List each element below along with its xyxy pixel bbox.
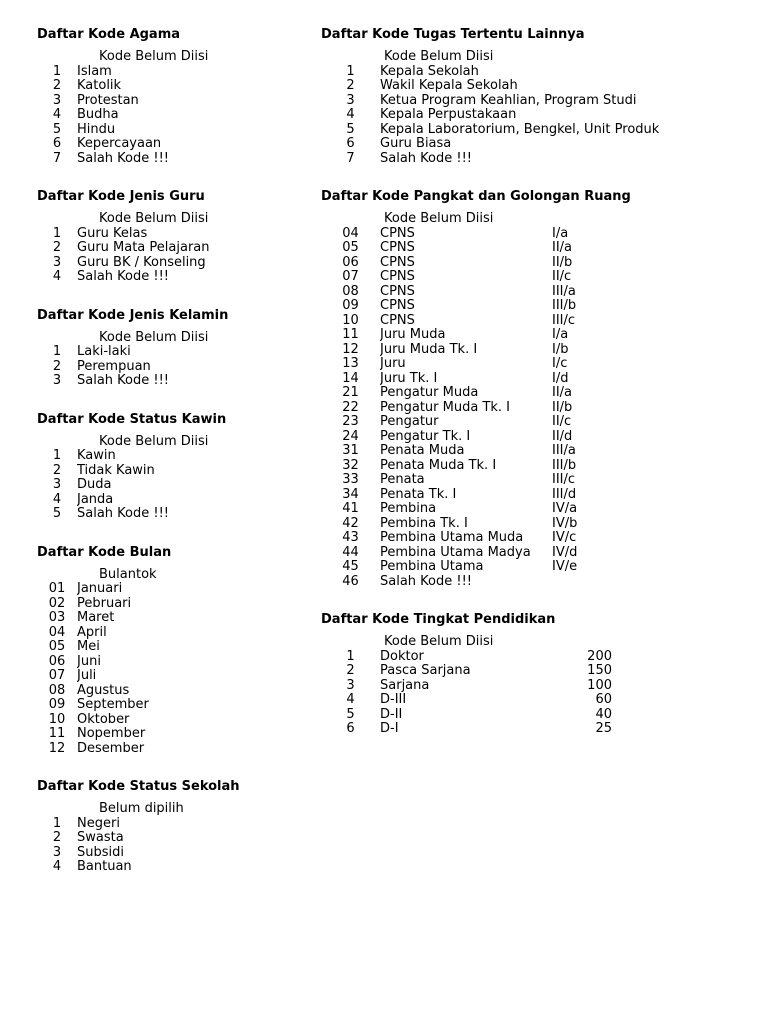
table-row xyxy=(37,374,307,389)
row-code: 1 xyxy=(52,448,62,463)
table-row xyxy=(321,328,681,343)
row-name: Oktober xyxy=(77,712,130,727)
row-code: 4 xyxy=(52,859,62,874)
row-code: 10 xyxy=(342,312,359,328)
row-name: Pembina Utama Muda xyxy=(380,531,524,545)
table-row xyxy=(37,611,307,626)
row-name: Duda xyxy=(77,478,112,492)
row-golongan: I/a xyxy=(552,225,569,241)
row-name: CPNS xyxy=(380,255,415,270)
table-row xyxy=(321,488,681,503)
row-code: 09 xyxy=(48,697,66,712)
row-golongan: I/a xyxy=(552,327,569,342)
row-name: D-III xyxy=(380,693,407,707)
row-golongan: II/c xyxy=(552,414,572,429)
row-name: Budha xyxy=(77,108,119,122)
row-name: Pasca Sarjana xyxy=(380,664,471,678)
row-code: 45 xyxy=(342,559,359,574)
table-row xyxy=(37,256,307,271)
row-name: Islam xyxy=(77,64,112,79)
row-value: 40 xyxy=(595,706,612,722)
row-name: Penata Muda xyxy=(380,444,465,458)
row-golongan: I/d xyxy=(552,370,569,386)
row-value: 60 xyxy=(595,692,612,707)
row-code: 05 xyxy=(342,240,359,255)
row-name: Katolik xyxy=(77,79,122,93)
row-code: 1 xyxy=(52,63,62,79)
row-name: Pengatur Tk. I xyxy=(380,429,471,444)
section-header: Belum dipilih xyxy=(99,801,184,816)
table-row xyxy=(321,343,681,358)
row-code: 5 xyxy=(52,506,62,521)
row-name: Guru Biasa xyxy=(380,137,452,151)
table-row xyxy=(321,372,681,387)
row-name: D-II xyxy=(380,707,403,722)
row-name: Desember xyxy=(77,741,145,756)
row-code: 12 xyxy=(48,740,66,756)
rows xyxy=(37,65,307,167)
row-name: Doktor xyxy=(380,649,424,664)
section-header: Kode Belum Diisi xyxy=(99,211,209,226)
row-name: Juru Muda xyxy=(380,328,446,342)
row-name: Salah Kode !!! xyxy=(77,374,170,388)
table-row xyxy=(321,560,681,575)
right-column xyxy=(321,22,681,755)
section-title: Daftar Kode Agama xyxy=(37,27,181,42)
table-row xyxy=(321,285,681,300)
row-golongan: I/c xyxy=(552,356,568,371)
row-name: Kepala Perpustakaan xyxy=(380,108,517,122)
row-name: Hindu xyxy=(77,122,116,137)
table-row xyxy=(321,430,681,445)
table-row xyxy=(321,65,681,80)
row-code: 32 xyxy=(342,457,359,473)
row-code: 08 xyxy=(342,283,359,299)
row-golongan: II/d xyxy=(552,428,573,444)
section-title: Daftar Kode Bulan xyxy=(37,544,172,560)
row-name: CPNS xyxy=(380,241,415,255)
row-code: 1 xyxy=(346,63,355,79)
table-row xyxy=(321,444,681,459)
row-name: Subsidi xyxy=(77,845,124,860)
table-row xyxy=(321,123,681,138)
row-code: 12 xyxy=(342,341,359,357)
table-row xyxy=(321,708,681,723)
section-agama xyxy=(37,22,307,166)
row-name: Juru Tk. I xyxy=(380,371,438,386)
row-code: 04 xyxy=(342,225,359,241)
table-row xyxy=(37,464,307,479)
row-code: 2 xyxy=(52,78,62,93)
table-row xyxy=(321,575,681,590)
table-row xyxy=(37,65,307,80)
row-code: 04 xyxy=(48,624,66,640)
table-row xyxy=(321,299,681,314)
table-row xyxy=(37,846,307,861)
row-code: 4 xyxy=(346,107,355,122)
rows xyxy=(321,227,681,590)
row-name: September xyxy=(77,698,149,712)
row-code: 08 xyxy=(48,682,66,698)
rows xyxy=(37,449,307,522)
row-value: 150 xyxy=(587,663,612,678)
row-name: Mei xyxy=(77,640,100,654)
row-golongan: III/c xyxy=(552,472,576,487)
row-name: Swasta xyxy=(77,831,124,845)
row-golongan: II/a xyxy=(552,385,573,400)
row-name: Kepala Laboratorium, Bengkel, Unit Produk xyxy=(380,122,660,137)
row-name: Maret xyxy=(77,611,115,625)
row-code: 07 xyxy=(48,668,66,683)
row-code: 3 xyxy=(346,92,355,108)
section-jenis-guru xyxy=(37,184,307,285)
row-name: Kepala Sekolah xyxy=(380,64,479,79)
row-name: Guru Mata Pelajaran xyxy=(77,241,210,255)
table-row xyxy=(37,94,307,109)
section-header: Kode Belum Diisi xyxy=(384,49,494,64)
row-name: Salah Kode !!! xyxy=(380,151,473,166)
table-row xyxy=(37,742,307,757)
row-code: 2 xyxy=(52,240,62,255)
row-code: 42 xyxy=(342,515,359,531)
rows xyxy=(37,227,307,285)
row-code: 02 xyxy=(48,595,66,611)
section-header: Bulantok xyxy=(99,566,157,582)
table-row xyxy=(321,502,681,517)
table-row xyxy=(321,546,681,561)
section-pendidikan xyxy=(321,607,681,737)
row-code: 3 xyxy=(52,254,62,270)
table-row xyxy=(321,473,681,488)
table-row xyxy=(321,531,681,546)
row-code: 41 xyxy=(342,501,359,516)
row-name: Pengatur Muda Tk. I xyxy=(380,400,511,415)
row-golongan: III/a xyxy=(552,283,576,299)
row-name: Kepercayaan xyxy=(77,137,162,151)
row-code: 2 xyxy=(346,663,355,678)
section-bulan xyxy=(37,540,307,757)
row-name: Bantuan xyxy=(77,860,132,874)
section-header: Kode Belum Diisi xyxy=(384,634,494,649)
row-name: Laki-laki xyxy=(77,345,131,359)
row-code: 6 xyxy=(346,721,355,736)
row-name: Juli xyxy=(77,669,97,683)
row-golongan: IV/d xyxy=(552,544,578,560)
row-name: Pembina Tk. I xyxy=(380,516,468,531)
table-row xyxy=(37,137,307,152)
table-row xyxy=(321,270,681,285)
row-code: 10 xyxy=(48,711,66,727)
row-name: Pebruari xyxy=(77,596,132,611)
row-code: 44 xyxy=(342,544,359,560)
row-name: Salah Kode !!! xyxy=(77,270,170,284)
row-name: Salah Kode !!! xyxy=(380,574,473,589)
row-code: 4 xyxy=(346,692,355,707)
section-title: Daftar Kode Tugas Tertentu Lainnya xyxy=(321,27,585,42)
rows xyxy=(321,650,681,737)
row-name: Juru Muda Tk. I xyxy=(380,342,478,357)
rows xyxy=(37,582,307,756)
row-golongan: III/c xyxy=(552,312,576,328)
table-row xyxy=(37,640,307,655)
row-golongan: I/b xyxy=(552,341,569,357)
row-code: 03 xyxy=(48,610,66,625)
row-name: Guru BK / Konseling xyxy=(77,255,206,270)
row-name: CPNS xyxy=(380,313,415,328)
row-golongan: III/a xyxy=(552,443,576,458)
table-row xyxy=(37,713,307,728)
row-golongan: IV/a xyxy=(552,501,578,516)
row-code: 4 xyxy=(52,269,62,284)
table-row xyxy=(37,698,307,713)
section-header: Kode Belum Diisi xyxy=(99,49,209,64)
row-code: 3 xyxy=(52,844,62,860)
section-pangkat xyxy=(321,184,681,589)
table-row xyxy=(37,860,307,875)
row-code: 05 xyxy=(48,639,66,654)
row-code: 13 xyxy=(342,356,359,371)
row-code: 3 xyxy=(346,677,355,693)
row-code: 06 xyxy=(48,653,66,669)
row-name: Negeri xyxy=(77,816,120,831)
row-name: CPNS xyxy=(380,299,415,313)
table-row xyxy=(321,94,681,109)
row-code: 09 xyxy=(342,298,359,313)
row-name: CPNS xyxy=(380,284,415,299)
row-name: Penata xyxy=(380,473,425,487)
table-row xyxy=(37,727,307,742)
section-jenis-kelamin xyxy=(37,303,307,389)
row-name: Pembina xyxy=(380,502,437,516)
table-row xyxy=(321,137,681,152)
table-row xyxy=(37,655,307,670)
table-row xyxy=(37,241,307,256)
row-code: 3 xyxy=(52,373,62,388)
row-code: 1 xyxy=(52,815,62,831)
row-code: 5 xyxy=(346,121,355,137)
row-code: 2 xyxy=(52,462,62,478)
row-name: Pembina Utama xyxy=(380,560,484,574)
row-code: 46 xyxy=(342,573,359,589)
section-header: Kode Belum Diisi xyxy=(99,329,209,345)
row-code: 2 xyxy=(346,78,355,93)
row-name: Pengatur Muda xyxy=(380,386,479,400)
row-value: 25 xyxy=(595,721,612,736)
row-golongan: II/c xyxy=(552,269,572,284)
table-row xyxy=(37,449,307,464)
row-name: D-I xyxy=(380,722,399,736)
row-code: 7 xyxy=(52,150,62,166)
row-code: 23 xyxy=(342,414,359,429)
table-row xyxy=(37,626,307,641)
section-title: Daftar Kode Pangkat dan Golongan Ruang xyxy=(321,189,631,204)
row-name: Januari xyxy=(77,582,123,596)
table-row xyxy=(321,108,681,123)
table-row xyxy=(321,459,681,474)
section-status-kawin xyxy=(37,407,307,522)
section-title: Daftar Kode Jenis Guru xyxy=(37,189,205,204)
row-code: 06 xyxy=(342,254,359,270)
row-code: 24 xyxy=(342,428,359,444)
table-row xyxy=(37,152,307,167)
row-golongan: II/b xyxy=(552,254,573,270)
row-code: 21 xyxy=(342,385,359,400)
row-name: Agustus xyxy=(77,683,130,698)
row-code: 33 xyxy=(342,472,359,487)
row-name: Sarjana xyxy=(380,678,430,693)
table-row xyxy=(37,345,307,360)
row-name: Penata Muda Tk. I xyxy=(380,458,497,473)
table-row xyxy=(37,123,307,138)
section-title: Daftar Kode Status Sekolah xyxy=(37,779,240,794)
table-row xyxy=(321,517,681,532)
table-row xyxy=(37,270,307,285)
row-name: Ketua Program Keahlian, Program Studi xyxy=(380,93,637,108)
table-row xyxy=(37,582,307,597)
row-code: 6 xyxy=(346,136,355,151)
row-code: 6 xyxy=(52,136,62,151)
row-golongan: IV/c xyxy=(552,530,577,545)
row-golongan: II/a xyxy=(552,240,573,255)
table-row xyxy=(37,831,307,846)
row-name: CPNS xyxy=(380,270,415,284)
table-row xyxy=(37,597,307,612)
row-name: Kawin xyxy=(77,449,116,463)
row-code: 22 xyxy=(342,399,359,415)
table-row xyxy=(37,478,307,493)
table-row xyxy=(321,241,681,256)
section-title: Daftar Kode Tingkat Pendidikan xyxy=(321,612,556,627)
row-name: Guru Kelas xyxy=(77,226,148,241)
row-name: Tidak Kawin xyxy=(77,463,155,478)
table-row xyxy=(37,507,307,522)
row-value: 200 xyxy=(587,648,612,664)
row-code: 1 xyxy=(52,225,62,241)
table-row xyxy=(37,108,307,123)
row-code: 01 xyxy=(48,581,66,596)
row-name: Pembina Utama Madya xyxy=(380,545,531,560)
row-golongan: III/d xyxy=(552,486,577,502)
row-name: Salah Kode !!! xyxy=(77,151,170,166)
section-tugas xyxy=(321,22,681,166)
row-name: Nopember xyxy=(77,727,146,741)
row-code: 1 xyxy=(346,648,355,664)
table-row xyxy=(321,314,681,329)
table-row xyxy=(321,401,681,416)
row-name: Perempuan xyxy=(77,359,151,374)
table-row xyxy=(321,79,681,94)
row-golongan: III/b xyxy=(552,457,577,473)
row-golongan: IV/b xyxy=(552,515,578,531)
table-row xyxy=(321,357,681,372)
section-title: Daftar Kode Jenis Kelamin xyxy=(37,307,229,323)
table-row xyxy=(37,79,307,94)
table-row xyxy=(37,669,307,684)
row-name: Salah Kode !!! xyxy=(77,507,170,521)
row-name: Penata Tk. I xyxy=(380,487,457,502)
row-name: April xyxy=(77,625,107,640)
table-row xyxy=(321,256,681,271)
row-golongan xyxy=(552,575,612,590)
table-row xyxy=(321,679,681,694)
left-column xyxy=(37,22,307,893)
section-header: Kode Belum Diisi xyxy=(384,211,494,226)
table-row xyxy=(321,386,681,401)
row-golongan: IV/e xyxy=(552,559,578,574)
table-row xyxy=(321,227,681,242)
row-code: 2 xyxy=(52,830,62,845)
table-row xyxy=(37,817,307,832)
row-name: Juni xyxy=(77,654,101,669)
table-row xyxy=(37,493,307,508)
row-name: Protestan xyxy=(77,93,139,108)
row-name: Juru xyxy=(380,357,406,371)
row-code: 4 xyxy=(52,107,62,122)
row-code: 11 xyxy=(342,327,359,342)
row-code: 1 xyxy=(52,344,62,359)
section-title: Daftar Kode Status Kawin xyxy=(37,411,227,427)
row-code: 11 xyxy=(48,726,66,741)
table-row xyxy=(37,227,307,242)
row-golongan: II/b xyxy=(552,399,573,415)
row-golongan: III/b xyxy=(552,298,577,313)
row-code: 07 xyxy=(342,269,359,284)
row-code: 43 xyxy=(342,530,359,545)
section-header: Kode Belum Diisi xyxy=(99,433,209,449)
row-name: Wakil Kepala Sekolah xyxy=(380,79,518,93)
rows xyxy=(37,345,307,389)
row-code: 4 xyxy=(52,491,62,507)
row-code: 34 xyxy=(342,486,359,502)
table-row xyxy=(321,722,681,737)
section-status-sekolah xyxy=(37,774,307,875)
table-row xyxy=(321,664,681,679)
row-code: 14 xyxy=(342,370,359,386)
row-code: 5 xyxy=(52,121,62,137)
table-row xyxy=(321,415,681,430)
row-value: 100 xyxy=(587,677,612,693)
row-code: 3 xyxy=(52,92,62,108)
row-name: Pengatur xyxy=(380,415,439,429)
rows xyxy=(37,817,307,875)
row-name: Janda xyxy=(77,492,114,507)
table-row xyxy=(321,693,681,708)
rows xyxy=(321,65,681,167)
table-row xyxy=(321,152,681,167)
row-name: CPNS xyxy=(380,226,415,241)
row-code: 7 xyxy=(346,150,355,166)
row-code: 5 xyxy=(346,706,355,722)
row-code: 3 xyxy=(52,477,62,492)
row-code: 31 xyxy=(342,443,359,458)
table-row xyxy=(321,650,681,665)
table-row xyxy=(37,684,307,699)
table-row xyxy=(37,360,307,375)
row-code: 2 xyxy=(52,358,62,374)
